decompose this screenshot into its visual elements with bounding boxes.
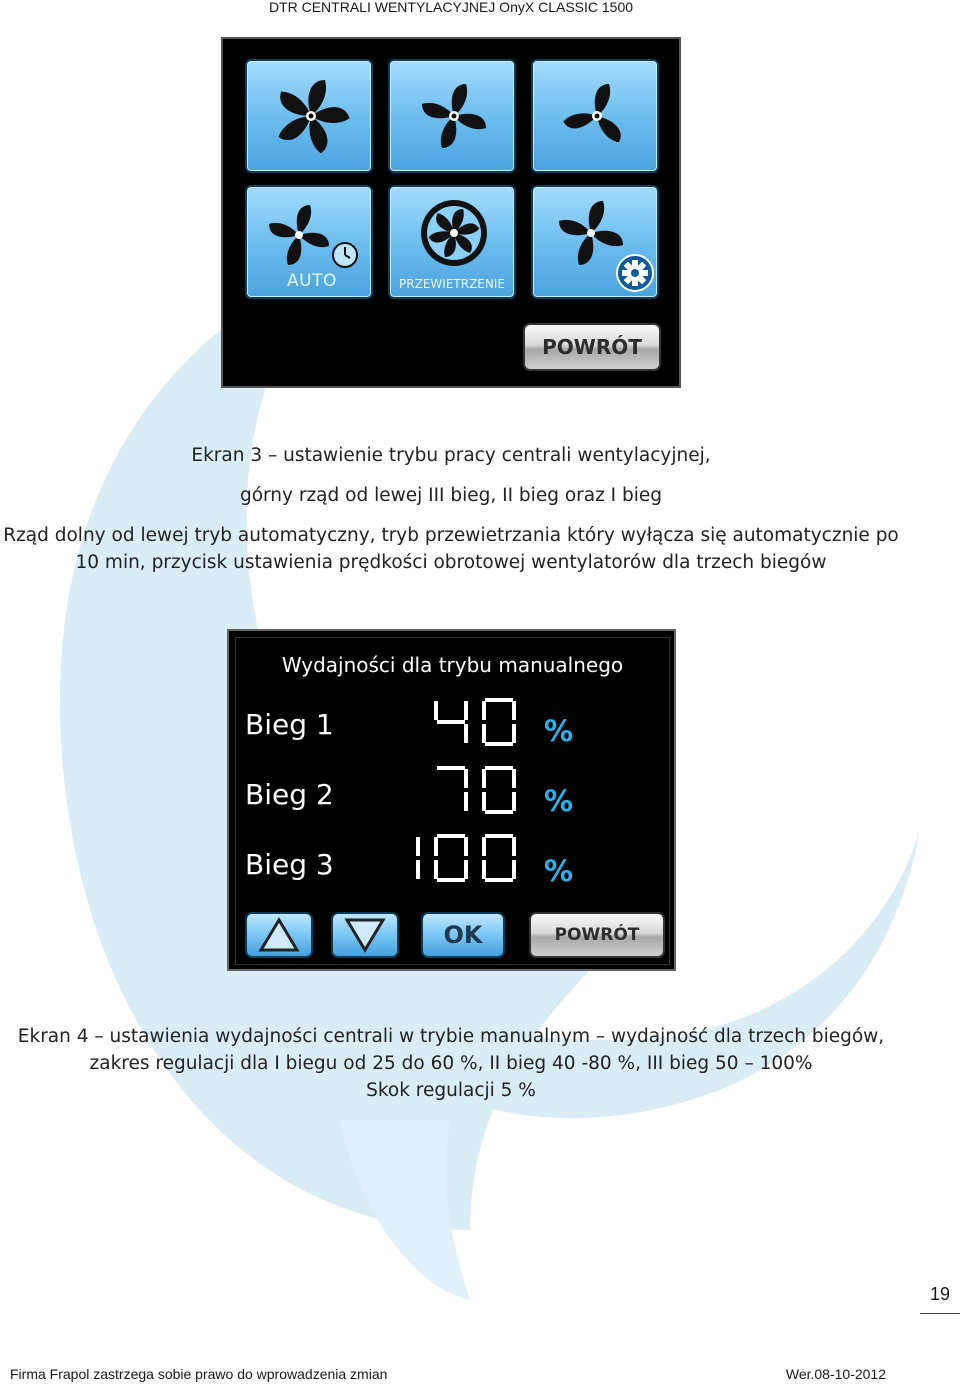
speed-1-button[interactable] <box>531 59 659 173</box>
digit-segment <box>437 834 465 838</box>
digit-segment <box>512 724 516 743</box>
digit-segment <box>512 860 516 879</box>
fan-small-icon <box>533 61 657 171</box>
digit-segment <box>485 698 513 702</box>
digit-segment <box>482 860 486 879</box>
footer-disclaimer: Firma Frapol zastrzega sobie prawo do wprowadzenia zmian <box>10 1366 388 1382</box>
screen-4-manual-capacity <box>227 629 676 971</box>
digit-segment <box>512 701 516 720</box>
caption-line: 10 min, przycisk ustawienia prędkości obrotowej wentylatorów dla trzech biegów <box>75 552 827 573</box>
digit-segment <box>416 860 420 879</box>
gear-1-value-display <box>386 698 536 754</box>
digit-segment <box>434 837 438 856</box>
digit-segment <box>485 810 513 814</box>
gear-3-label: Bieg 3 <box>245 848 334 881</box>
digit-segment <box>482 724 486 743</box>
gear-2-value-display <box>386 766 536 822</box>
digit-segment <box>485 878 513 882</box>
fan-large-icon <box>247 61 371 171</box>
digit-segment <box>485 742 513 746</box>
digit-segment <box>485 834 513 838</box>
digit-segment <box>464 860 468 879</box>
digit-segment <box>482 701 486 720</box>
back-button[interactable]: POWRÓT <box>523 323 661 371</box>
clock-icon <box>333 243 357 267</box>
page-number-rule <box>920 1313 960 1314</box>
page-number: 19 <box>929 1284 951 1304</box>
arrow-down-icon <box>333 914 397 956</box>
decrease-button[interactable] <box>331 912 399 958</box>
speed-2-button[interactable] <box>388 59 516 173</box>
auto-mode-button[interactable] <box>245 185 373 299</box>
caption-screen-3 <box>0 442 902 576</box>
gear-3-value-display <box>386 834 536 890</box>
digit-segment <box>464 837 468 856</box>
screen-3-mode-select <box>221 37 681 388</box>
increase-button[interactable] <box>245 912 313 958</box>
gear-icon <box>617 255 653 291</box>
caption-line: Rząd dolny od lewej tryb automatyczny, tryb przewietrzania który wyłącza się automatycznie po <box>3 525 899 546</box>
caption-screen-4 <box>0 1023 902 1104</box>
digit-segment <box>464 769 468 788</box>
back-button[interactable]: POWRÓT <box>529 912 665 958</box>
gear-2-digits <box>437 766 516 814</box>
fan-medium-icon <box>390 61 514 171</box>
digit-segment <box>416 837 420 856</box>
caption-line: Skok regulacji 5 % <box>366 1080 536 1101</box>
auto-label: AUTO <box>287 271 337 291</box>
gear-1-label: Bieg 1 <box>245 708 334 741</box>
footer-version: Wer.08-10-2012 <box>785 1366 886 1382</box>
digit-segment <box>482 837 486 856</box>
digit-segment <box>482 769 486 788</box>
caption-line: górny rząd od lewej III bieg, II bieg oraz I bieg <box>239 485 663 506</box>
digit-segment <box>434 860 438 879</box>
digit-segment <box>437 766 465 770</box>
gear-1-digits <box>434 698 516 746</box>
gear-3-digits <box>416 834 516 882</box>
caption-line: Ekran 4 – ustawienia wydajności centrali w trybie manualnym – wydajność dla trzech biegów, <box>17 1026 885 1047</box>
gear-1-unit: % <box>544 714 574 748</box>
digit-segment <box>512 837 516 856</box>
digit-segment <box>485 766 513 770</box>
ok-button[interactable]: OK <box>421 912 505 958</box>
screen-4-panel <box>235 637 670 965</box>
digit-segment <box>437 878 465 882</box>
speed-settings-button[interactable] <box>531 185 659 299</box>
ventilation-mode-button[interactable] <box>388 185 516 299</box>
ventilation-label: PRZEWIETRZENIE <box>399 277 505 291</box>
caption-line: zakres regulacji dla I biegu od 25 do 60 %, II bieg 40 -80 %, III bieg 50 – 100% <box>89 1053 813 1074</box>
digit-segment <box>437 720 465 724</box>
arrow-up-icon <box>247 914 311 956</box>
digit-segment <box>482 792 486 811</box>
screen-title: Wydajności dla trybu manualnego <box>281 653 624 677</box>
caption-line: Ekran 3 – ustawienie trybu pracy centrali wentylacyjnej, <box>191 445 711 466</box>
digit-segment <box>512 792 516 811</box>
gear-2-unit: % <box>544 784 574 818</box>
digit-segment <box>512 769 516 788</box>
gear-2-label: Bieg 2 <box>245 778 334 811</box>
speed-3-button[interactable] <box>245 59 373 173</box>
document-header: DTR CENTRALI WENTYLACYJNEJ OnyX CLASSIC 1500 <box>268 0 634 15</box>
digit-segment <box>434 701 438 720</box>
gear-3-unit: % <box>544 854 574 888</box>
digit-segment <box>464 792 468 811</box>
digit-segment <box>464 724 468 743</box>
digit-segment <box>464 701 468 720</box>
fan-settings-icon <box>533 187 657 297</box>
